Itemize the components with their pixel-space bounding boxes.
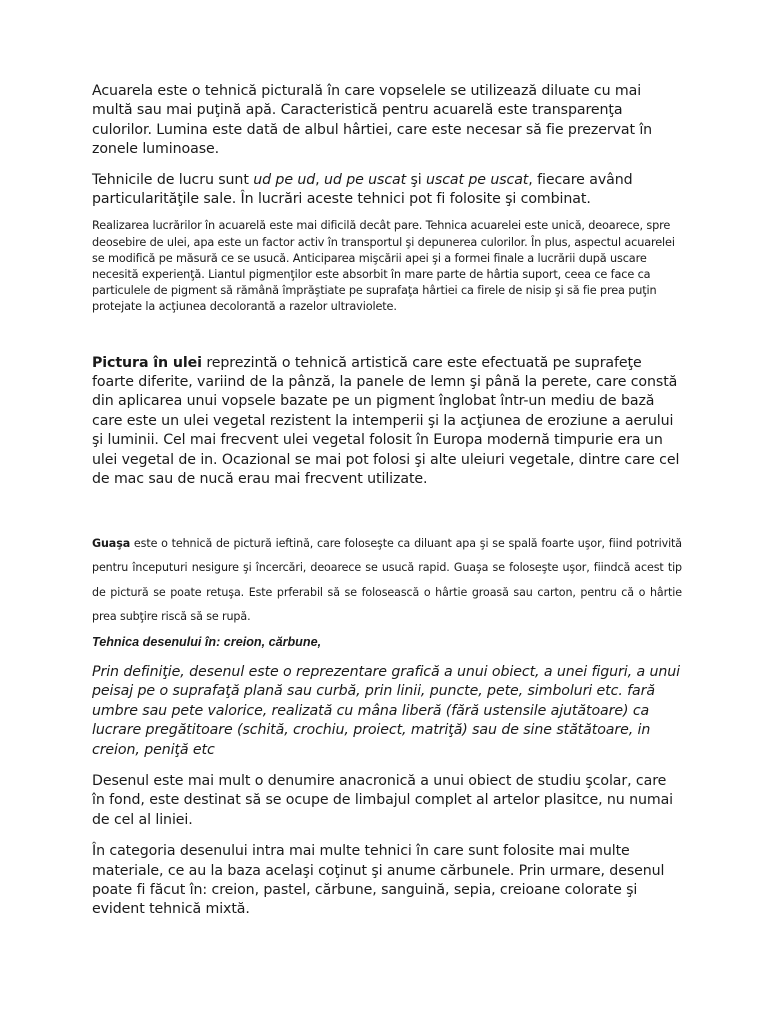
document-body [92, 82, 682, 920]
text-run: Tehnicile de lucru sunt [92, 171, 254, 188]
paragraph-drawing-definition: Prin definiţie, desenul este o reprezentare grafică a unui obiect, a unei figuri, a unui peisaj pe o suprafaţă plană sau curbă, prin linii, puncte, pete, simboluri etc. fară umbre sau pete valorice, realizată cu mâna liberă (fără ustensile ajutătoare) ca lucrare pregătitoare (schită, crochiu, proiect, matriţă) sau de sine stătătoare, in creion, peniţă etc [92, 663, 680, 758]
paragraph-drawing-anachronism: Desenul este mai mult o denumire anacronică a unui obiect de studiu şcolar, care în fond, este destinat să se ocupe de limbajul complet al artelor plasitce, nu numai de cel al liniei. [92, 772, 674, 828]
text-run: reprezintă o tehnică artistică care este efectuată pe suprafeţe foarte diferite, variind de la pânză, la panele de lemn şi până la perete, care constă din aplicarea unui vopsele bazate pe un pigment înglobat într-un mediu de bază care este un ulei vegetal rezistent la intemperii şi la acţiunea de eroziune a aerului şi luminii. Cel mai frecvent ulei vegetal folosit în Europa modernă timpurie era un ulei vegetal de in. Ocazional se mai pot folosi şi alte uleiuri vegetale, dintre care cel de mac sau de nucă erau mai frecvent utilizate. [92, 354, 680, 488]
bold-term-gouache: Guaşa [92, 536, 131, 550]
bold-term-oil-painting: Pictura în ulei [92, 354, 202, 371]
paragraph-drawing-categories: În categoria desenului intra mai multe tehnici în care sunt folosite mai multe materiale, ce au la baza acelaşi coţinut şi anume cărbunele. Prin urmare, desenul poate fi făcut în: creion, pastel, cărbune, sanguină, sepia, creioane colorate şi evident tehnică mixtă. [92, 843, 665, 918]
paragraph-watercolor-techniques [92, 171, 682, 210]
paragraph-watercolor-difficulty: Realizarea lucrărilor în acuarelă este mai dificilă decât pare. Tehnica acuarelei este unică, deoarece, spre deosebire de ulei, apa este un factor activ în transportul şi depunerea culorilor. În plus, aspectul acuarelei se modifică pe măsură ce se usucă. Anticiparea mişcării apei şi a formei finale a lucrării după uscare necesită experienţă. Liantul pigmenţilor este absorbit în mare parte de hârtia suport, ceea ce face ca particulele de pigment să rămână împrăştiate pe suprafaţa hârtiei ca firele de nisip şi să fie prea puţin protejate la acţiunea decolorantă a razelor ultraviolete. [92, 219, 675, 314]
text-run: , fiecare având particularităţile sale. În lucrări aceste tehnici pot fi folosite şi combinat. [92, 171, 633, 208]
paragraph-watercolor-intro: Acuarela este o tehnică picturală în care vopselele se utilizează diluate cu mai multă sau mai puţină apă. Caracteristică pentru acuarelă este transparenţa culorilor. Lumina este dată de albul hârtiei, care este necesar să fie prezervat în zonele luminoase. [92, 83, 653, 158]
italic-term-wet-on-wet: ud pe ud [253, 171, 316, 188]
heading-drawing-technique: Tehnica desenului în: creion, cărbune, [92, 634, 322, 649]
text-run: , [315, 171, 324, 188]
paragraph-gouache [92, 532, 682, 630]
italic-term-wet-on-dry: ud pe uscat [323, 171, 407, 188]
italic-term-dry-on-dry: uscat pe uscat [426, 171, 529, 188]
text-run: este o tehnică de pictură ieftină, care foloseşte ca diluant apa şi se spală foarte uşor, fiind potrivită pentru începuturi nesigure şi încercări, deoarece se usucă rapid. Guaşa se foloseşte uşor, fiindcă acest tip de pictură se poate retuşa. Este prferabil să se folosească o hârtie groasă sau carton, pentru că o hârtie prea subţire riscă să se rupă. [92, 536, 682, 624]
text-run: şi [406, 171, 427, 188]
paragraph-oil-painting [92, 354, 682, 490]
